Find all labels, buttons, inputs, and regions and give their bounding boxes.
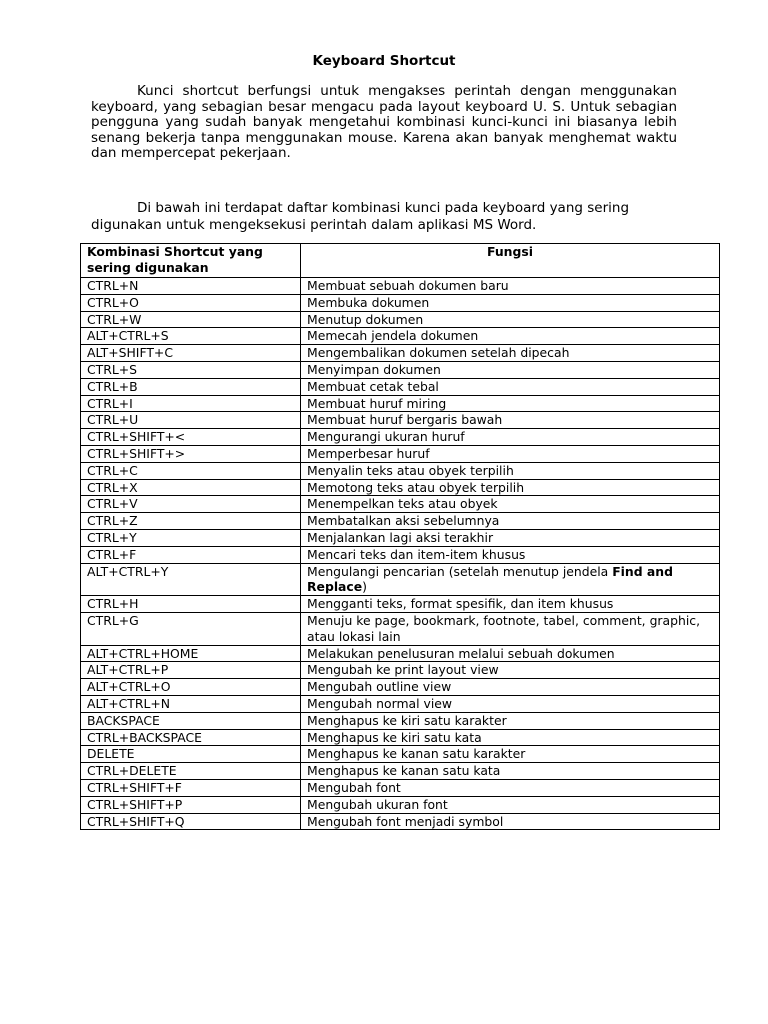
table-row xyxy=(81,563,720,596)
table-row xyxy=(81,412,720,429)
shortcut-key: CTRL+W xyxy=(81,311,301,328)
shortcut-function: Melakukan penelusuran melalui sebuah dokumen xyxy=(301,645,720,662)
shortcut-key: CTRL+BACKSPACE xyxy=(81,729,301,746)
table-row xyxy=(81,513,720,530)
table-row xyxy=(81,779,720,796)
shortcut-function: Mengubah ukuran font xyxy=(301,796,720,813)
shortcut-key: CTRL+SHIFT+Q xyxy=(81,813,301,830)
table-row xyxy=(81,529,720,546)
shortcut-function: Menuju ke page, bookmark, footnote, tabel, comment, graphic, atau lokasi lain xyxy=(301,612,720,645)
table-row xyxy=(81,278,720,295)
table-header-row xyxy=(81,244,720,278)
shortcut-function: Memperbesar huruf xyxy=(301,445,720,462)
table-row xyxy=(81,729,720,746)
table-row xyxy=(81,695,720,712)
shortcut-key: CTRL+C xyxy=(81,462,301,479)
shortcut-key: ALT+CTRL+Y xyxy=(81,563,301,596)
shortcut-key: CTRL+SHIFT+< xyxy=(81,429,301,446)
table-row xyxy=(81,429,720,446)
shortcut-function: Menghapus ke kanan satu karakter xyxy=(301,746,720,763)
shortcut-function: Membuat huruf miring xyxy=(301,395,720,412)
document-title: Keyboard Shortcut xyxy=(312,53,456,69)
table-row xyxy=(81,462,720,479)
shortcut-key: CTRL+F xyxy=(81,546,301,563)
shortcut-function: Menempelkan teks atau obyek xyxy=(301,496,720,513)
shortcut-function: Mengganti teks, format spesifik, dan item khusus xyxy=(301,596,720,613)
shortcut-key: CTRL+X xyxy=(81,479,301,496)
shortcut-key: CTRL+SHIFT+> xyxy=(81,445,301,462)
table-row xyxy=(81,294,720,311)
shortcut-function: Memecah jendela dokumen xyxy=(301,328,720,345)
table-row xyxy=(81,813,720,830)
shortcut-key: CTRL+SHIFT+F xyxy=(81,779,301,796)
table-row xyxy=(81,496,720,513)
shortcut-function: Membuka dokumen xyxy=(301,294,720,311)
header-function: Fungsi xyxy=(301,244,720,278)
shortcut-key: ALT+CTRL+S xyxy=(81,328,301,345)
shortcut-function: Mengubah font menjadi symbol xyxy=(301,813,720,830)
shortcut-key: CTRL+SHIFT+P xyxy=(81,796,301,813)
shortcut-key: ALT+CTRL+P xyxy=(81,662,301,679)
shortcut-function: Mengubah normal view xyxy=(301,695,720,712)
table-row xyxy=(81,596,720,613)
shortcut-key: CTRL+O xyxy=(81,294,301,311)
shortcut-key: CTRL+I xyxy=(81,395,301,412)
shortcut-function: Mencari teks dan item-item khusus xyxy=(301,546,720,563)
shortcut-function: Menutup dokumen xyxy=(301,311,720,328)
shortcut-key: CTRL+H xyxy=(81,596,301,613)
shortcut-function: Mengubah ke print layout view xyxy=(301,662,720,679)
table-row xyxy=(81,612,720,645)
function-text: ) xyxy=(362,579,368,595)
shortcut-function: Mengubah font xyxy=(301,779,720,796)
shortcut-function: Menghapus ke kiri satu kata xyxy=(301,729,720,746)
table-row xyxy=(81,445,720,462)
shortcut-key: ALT+CTRL+N xyxy=(81,695,301,712)
shortcut-key: CTRL+V xyxy=(81,496,301,513)
shortcut-key: ALT+SHIFT+C xyxy=(81,345,301,362)
shortcut-key: CTRL+Y xyxy=(81,529,301,546)
function-text: Mengulangi pencarian (setelah menutup jendela xyxy=(307,563,613,579)
function-text-bold: Find and Replace xyxy=(307,563,673,595)
shortcut-function: Memotong teks atau obyek terpilih xyxy=(301,479,720,496)
header-shortcut: Kombinasi Shortcut yang sering digunakan xyxy=(81,244,301,278)
shortcut-key: CTRL+N xyxy=(81,278,301,295)
table-row xyxy=(81,361,720,378)
table-row xyxy=(81,763,720,780)
table-row xyxy=(81,662,720,679)
shortcut-function: Membuat huruf bergaris bawah xyxy=(301,412,720,429)
shortcut-key: ALT+CTRL+O xyxy=(81,679,301,696)
shortcut-function: Menghapus ke kanan satu kata xyxy=(301,763,720,780)
shortcut-function: Menghapus ke kiri satu karakter xyxy=(301,712,720,729)
table-intro-paragraph: Di bawah ini terdapat daftar kombinasi kunci pada keyboard yang sering digunakan untuk mengeksekusi perintah dalam aplikasi MS Word. xyxy=(91,200,630,233)
shortcut-key: CTRL+U xyxy=(81,412,301,429)
table-row xyxy=(81,712,720,729)
shortcut-key: CTRL+G xyxy=(81,612,301,645)
table-row xyxy=(81,311,720,328)
table-row xyxy=(81,328,720,345)
table-row xyxy=(81,746,720,763)
shortcut-function: Membuat cetak tebal xyxy=(301,378,720,395)
shortcut-function: Membuat sebuah dokumen baru xyxy=(301,278,720,295)
intro-paragraph: Kunci shortcut berfungsi untuk mengakses perintah dengan menggunakan keyboard, yang sebagian besar mengacu pada layout keyboard U. S. Untuk sebagian pengguna yang sudah banyak mengetahui kombinasi kunci-kunci ini biasanya lebih senang bekerja tanpa menggunakan mouse. Karena akan banyak menghemat waktu dan mempercepat pekerjaan. xyxy=(91,83,677,162)
table-row xyxy=(81,395,720,412)
shortcut-function: Menyalin teks atau obyek terpilih xyxy=(301,462,720,479)
shortcut-key: CTRL+Z xyxy=(81,513,301,530)
table-row xyxy=(81,679,720,696)
table-row xyxy=(81,378,720,395)
table-row xyxy=(81,546,720,563)
table-row xyxy=(81,345,720,362)
shortcut-function: Mengembalikan dokumen setelah dipecah xyxy=(301,345,720,362)
shortcut-function xyxy=(301,563,720,596)
table-row xyxy=(81,796,720,813)
shortcut-function: Menjalankan lagi aksi terakhir xyxy=(301,529,720,546)
shortcut-function: Membatalkan aksi sebelumnya xyxy=(301,513,720,530)
table-row xyxy=(81,479,720,496)
shortcut-table xyxy=(80,243,720,830)
shortcut-function: Menyimpan dokumen xyxy=(301,361,720,378)
table-row xyxy=(81,645,720,662)
shortcut-key: CTRL+DELETE xyxy=(81,763,301,780)
shortcut-key: DELETE xyxy=(81,746,301,763)
shortcut-key: CTRL+B xyxy=(81,378,301,395)
shortcut-key: CTRL+S xyxy=(81,361,301,378)
shortcut-function: Mengurangi ukuran huruf xyxy=(301,429,720,446)
shortcut-function: Mengubah outline view xyxy=(301,679,720,696)
shortcut-key: BACKSPACE xyxy=(81,712,301,729)
shortcut-key: ALT+CTRL+HOME xyxy=(81,645,301,662)
